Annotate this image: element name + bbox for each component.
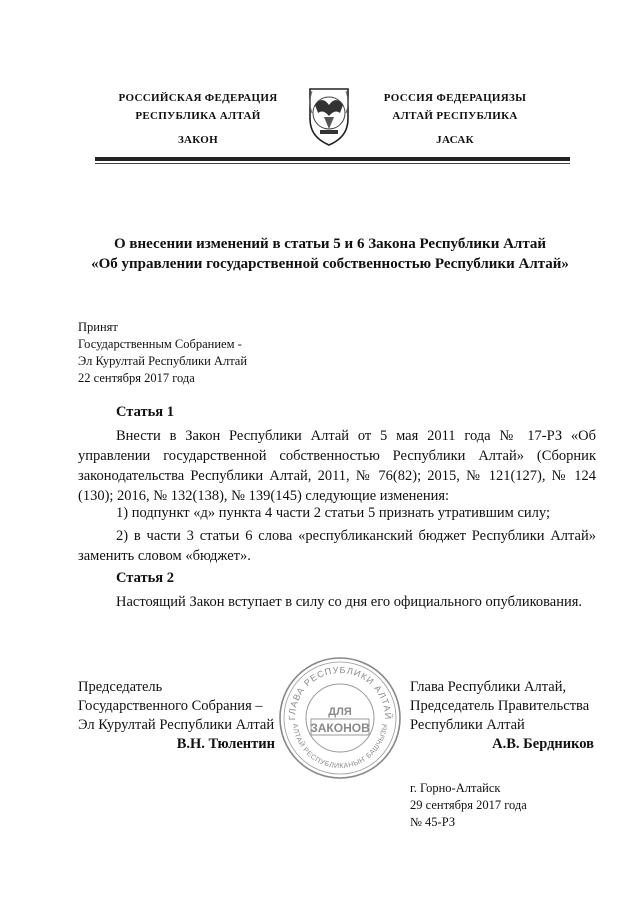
sig-right-title1: Глава Республики Алтай,: [410, 679, 567, 695]
adoption-parliament: Эл Курултай Республики Алтай: [78, 354, 248, 368]
sig-left-name: В.Н. Тюлентин: [176, 736, 275, 752]
adoption-date: 22 сентября 2017 года: [78, 371, 195, 385]
law-title-line2: «Об управлении государственной собственностью Республики Алтай»: [91, 256, 569, 272]
stamp-ring-top: ГЛАВА РЕСПУБЛИКИ АЛТАЙ: [286, 664, 394, 721]
adoption-body: Государственным Собранием -: [78, 337, 242, 351]
article1-heading: Статья 1: [116, 404, 174, 420]
sig-left-title2: Государственного Собрания –: [78, 698, 263, 714]
stamp-ring-bottom: АЛТАЙ РЕСПУБЛИКАНЫҤ БАШЧЫЗЫ: [291, 723, 390, 771]
sig-left-title3: Эл Курултай Республики Алтай: [78, 717, 275, 733]
header-right-doctype: JАСАК: [436, 134, 474, 146]
adoption-label: Принят: [78, 320, 118, 334]
article1-item2: 2) в части 3 статьи 6 слова «республиканский бюджет Республики Алтай» заменить словом «бюджет».: [78, 528, 596, 564]
article1-intro: Внести в Закон Республики Алтай от 5 мая 2011 года № 17-РЗ «Об управлении государственной собственностью Республики Алтай» (Сборник законодательства Республики Алтай, 2011, № 76(82); 2015, № 121(127), № 124 (130); 2016, № 132(138), № 139(145) следующие изменения:: [78, 428, 596, 504]
coat-of-arms-emblem: [302, 83, 356, 147]
sig-right-title3: Республики Алтай: [410, 717, 525, 733]
header-left-republic: РЕСПУБЛИКА АЛТАЙ: [135, 110, 261, 122]
stamp-center-line2: ЗАКОНОВ: [310, 721, 370, 735]
article2-text: Настоящий Закон вступает в силу со дня его официального опубликования.: [116, 594, 583, 610]
header-divider-thin: [95, 163, 570, 164]
footer-city: г. Горно-Алтайск: [410, 781, 501, 795]
article1-item1: 1) подпункт «д» пункта 4 части 2 статьи 5 признать утратившим силу;: [116, 505, 550, 521]
article2-heading: Статья 2: [116, 570, 174, 586]
sig-right-title2: Председатель Правительства: [410, 698, 590, 714]
footer-number: № 45-РЗ: [410, 815, 456, 829]
law-title-line1: О внесении изменений в статьи 5 и 6 Закона Республики Алтай: [113, 236, 547, 252]
sig-left-title1: Председатель: [78, 679, 163, 695]
header-left-doctype: ЗАКОН: [177, 134, 219, 146]
header-right-republic: АЛТАЙ РЕСПУБЛИКА: [392, 110, 518, 122]
official-stamp: [275, 653, 405, 783]
header-divider-thick: [95, 157, 570, 161]
footer-date: 29 сентября 2017 года: [410, 798, 527, 812]
stamp-center-line1: ДЛЯ: [328, 706, 352, 718]
header-right-country: РОССИЯ ФЕДЕРАЦИЯЗЫ: [383, 92, 527, 104]
header-left-country: РОССИЙСКАЯ ФЕДЕРАЦИЯ: [118, 92, 278, 104]
sig-right-name: А.В. Бердников: [492, 736, 594, 752]
